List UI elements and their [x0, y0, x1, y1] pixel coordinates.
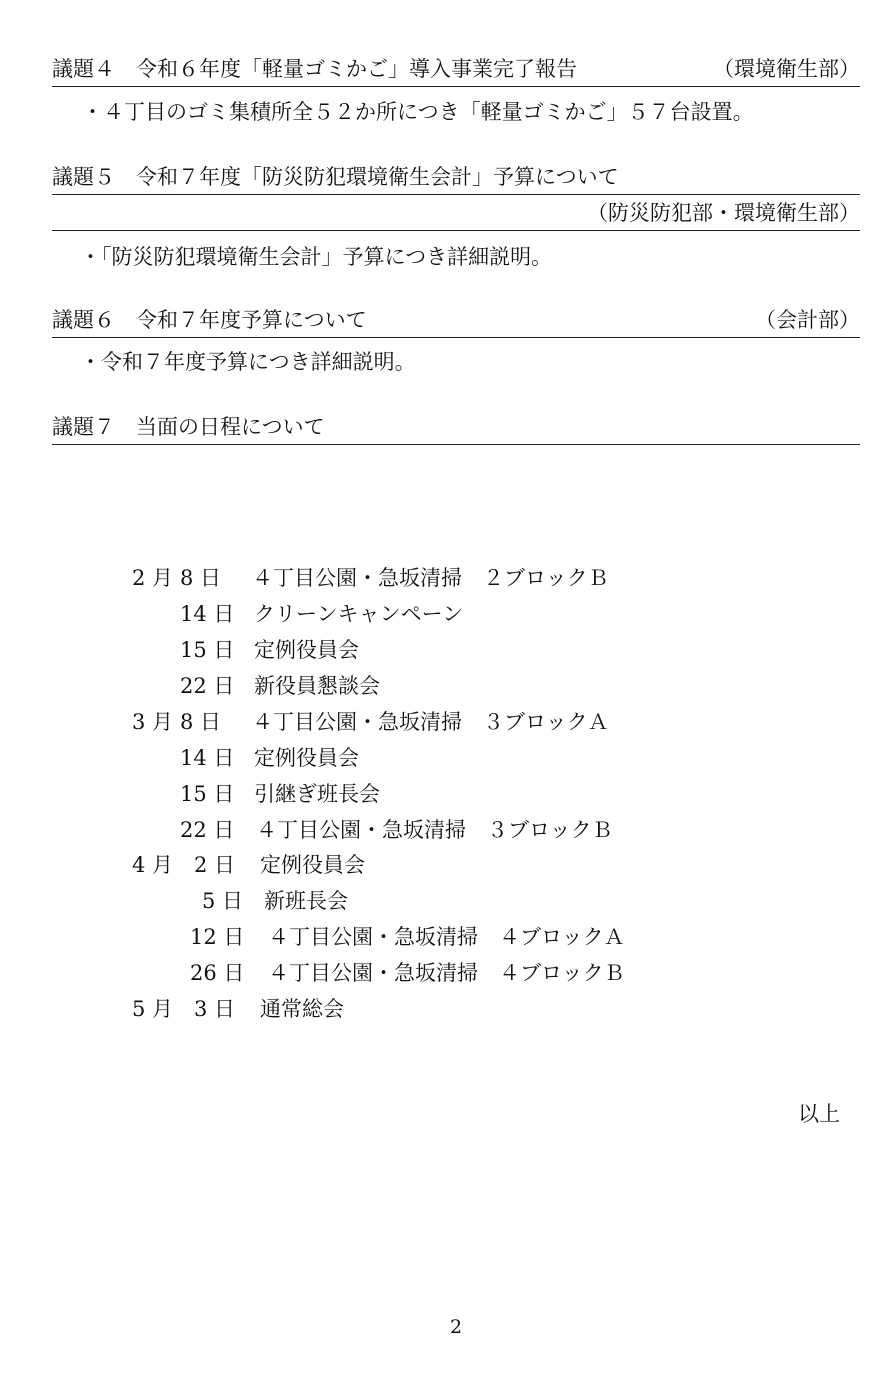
- schedule-event: クリーンキャンペーン: [254, 602, 464, 626]
- schedule-event: 定例役員会: [254, 638, 359, 662]
- schedule-event: 引継ぎ班長会: [254, 782, 380, 806]
- schedule-day: 26 日: [190, 961, 245, 985]
- agenda-title: 議題５ 令和７年度「防災防犯環境衛生会計」予算について: [52, 165, 619, 189]
- schedule-day: 15 日: [180, 638, 235, 662]
- schedule-event: ４丁目公園・急坂清掃 ３ブロックＢ: [256, 818, 613, 842]
- schedule-event: 定例役員会: [260, 853, 365, 877]
- agenda-5-department-line: [52, 200, 860, 231]
- schedule-day: 8 日: [180, 566, 222, 590]
- schedule-event: 通常総会: [260, 997, 344, 1021]
- agenda-6-bullet: ・令和７年度予算につき詳細説明。: [80, 350, 416, 374]
- agenda-4-heading: [52, 56, 860, 87]
- agenda-4-bullet: ・４丁目のゴミ集積所全５２か所につき「軽量ゴミかご」５７台設置。: [82, 100, 754, 124]
- schedule-day: 14 日: [180, 746, 235, 770]
- agenda-7-heading: [52, 414, 860, 445]
- schedule-day: 22 日: [180, 818, 235, 842]
- page-number: 2: [450, 1316, 463, 1338]
- schedule-day: 14 日: [180, 602, 235, 626]
- agenda-5-bullet: ・「防災防犯環境衛生会計」予算につき詳細説明。: [80, 245, 553, 269]
- schedule-day: 2 日: [194, 853, 236, 877]
- schedule-event: 新班長会: [264, 889, 348, 913]
- schedule-month: 5 月: [132, 997, 174, 1021]
- schedule-month: 2 月: [132, 566, 174, 590]
- agenda-title: 議題６ 令和７年度予算について: [52, 308, 367, 332]
- agenda-department: （会計部）: [755, 308, 860, 332]
- schedule-event: ４丁目公園・急坂清掃 ２ブロックＢ: [252, 566, 609, 590]
- schedule-day: 22 日: [180, 674, 235, 698]
- schedule-day: 8 日: [180, 710, 222, 734]
- closing-text: 以上: [798, 1102, 840, 1126]
- schedule-event: ４丁目公園・急坂清掃 ４ブロックＢ: [268, 961, 625, 985]
- schedule-day: 15 日: [180, 782, 235, 806]
- agenda-5-heading: [52, 164, 860, 195]
- agenda-title: 議題７ 当面の日程について: [52, 415, 325, 439]
- agenda-title: 議題４ 令和６年度「軽量ゴミかご」導入事業完了報告: [52, 57, 577, 81]
- agenda-department: （環境衛生部）: [713, 57, 860, 81]
- schedule-event: ４丁目公園・急坂清掃 ３ブロックＡ: [252, 710, 609, 734]
- schedule-month: 4 月: [132, 853, 174, 877]
- agenda-department: （防災防犯部・環境衛生部）: [587, 201, 860, 225]
- schedule-day: 3 日: [194, 997, 236, 1021]
- schedule-month: 3 月: [132, 710, 174, 734]
- schedule-event: 定例役員会: [254, 746, 359, 770]
- schedule-event: 新役員懇談会: [254, 674, 380, 698]
- schedule-day: 12 日: [190, 925, 245, 949]
- schedule-event: ４丁目公園・急坂清掃 ４ブロックＡ: [268, 925, 625, 949]
- agenda-6-heading: [52, 307, 860, 338]
- schedule-day: 5 日: [202, 889, 244, 913]
